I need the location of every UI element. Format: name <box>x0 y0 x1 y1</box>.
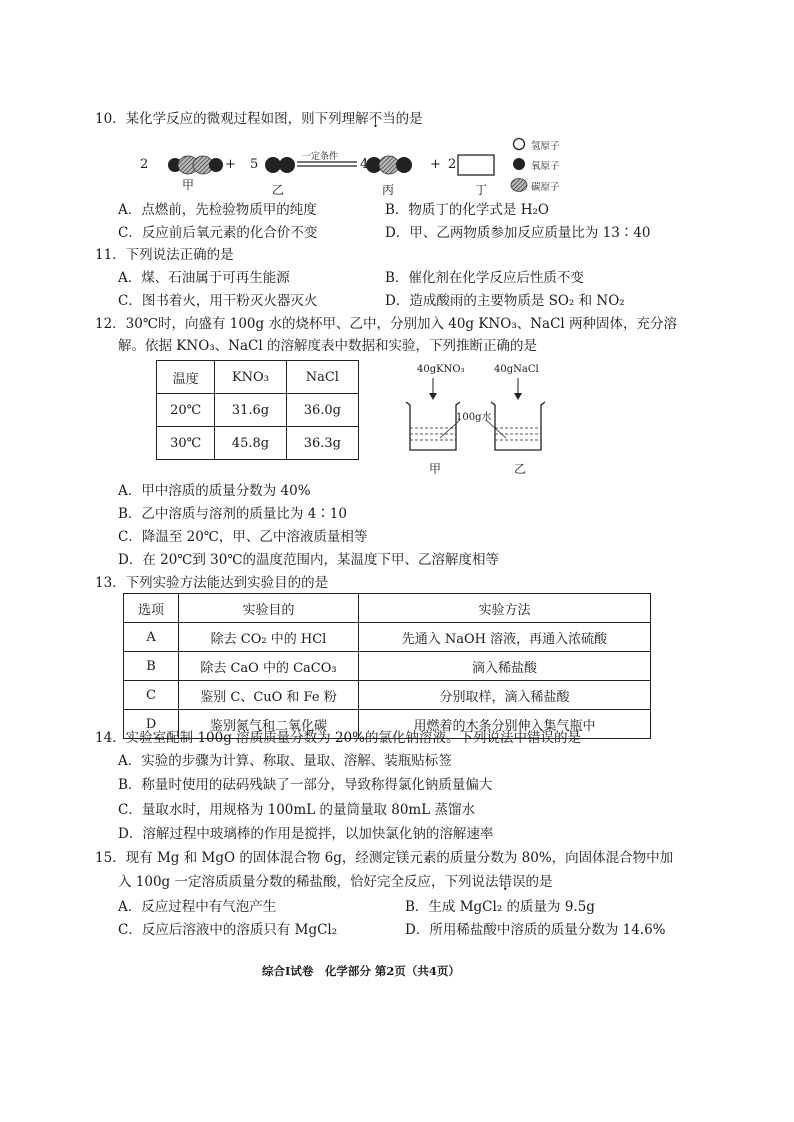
label-jia: 甲 <box>182 178 195 192</box>
q15-option-b: B．生成 MgCl₂ 的质量为 9.5g <box>405 899 595 915</box>
molecule-ding-box <box>458 155 494 175</box>
q11-option-a: A．煤、石油属于可再生能源 <box>118 270 290 286</box>
table-row <box>124 623 651 652</box>
q12-stem-line2: 解。依据 KNO₃、NaCl 的溶解度表中数据和实验，下列推断正确的是 <box>118 338 537 354</box>
table-cell: 滴入稀盐酸 <box>358 652 650 681</box>
coef-1: 2 <box>140 157 149 172</box>
table-header-cell: KNO₃ <box>215 361 286 394</box>
beaker-add-nacl: 40gNaCl <box>494 364 539 375</box>
molecule-bing <box>366 156 412 174</box>
beaker-add-knno3: 40gKNO₃ <box>417 364 465 375</box>
table-cell: B <box>124 652 179 681</box>
legend-symbols <box>511 139 527 192</box>
table-cell: 45.8g <box>215 427 286 460</box>
plus-2: + <box>430 157 441 172</box>
q12-option-d: D．在 20℃到 30℃的温度范围内，某温度下甲、乙溶解度相等 <box>118 552 499 568</box>
table-cell: 除去 CO₂ 中的 HCl <box>179 623 359 652</box>
table-cell: 36.3g <box>286 427 358 460</box>
table-cell: A <box>124 623 179 652</box>
q11-option-c: C．图书着火，用干粉灭火器灭火 <box>118 293 318 309</box>
table-cell: 先通入 NaOH 溶液，再通入浓硫酸 <box>358 623 650 652</box>
coef-4: 2 <box>448 157 457 172</box>
q14-option-d: D．溶解过程中玻璃棒的作用是搅拌，以加快氯化钠的溶解速率 <box>118 826 494 842</box>
table-cell: 30℃ <box>157 427 215 460</box>
table-cell: 鉴别氮气和二氧化碳 <box>179 710 359 739</box>
q12-stem-line1: 12．30℃时，向盛有 100g 水的烧杯甲、乙中，分别加入 40g KNO₃、NaCl 两种固体，充分溶 <box>95 316 678 332</box>
experiment-table-header <box>124 594 651 623</box>
molecule-jia <box>168 156 223 174</box>
q15-stem-text: 入 100g 一定溶质质量分数的稀盐酸，恰好完全反应，下列说法 <box>118 874 499 890</box>
q10-option-b: B．物质丁的化学式是 H₂O <box>385 202 549 218</box>
reaction-arrow <box>297 162 357 166</box>
q15-stem-line2 <box>118 873 553 891</box>
table-cell: 分别取样，滴入稀盐酸 <box>358 681 650 710</box>
q15-option-c: C．反应后溶液中的溶质只有 MgCl₂ <box>118 922 338 938</box>
q11-option-b: B．催化剂在化学反应后性质不变 <box>385 270 584 286</box>
table-header-cell: 温度 <box>157 361 215 394</box>
q12-option-c: C．降温至 20℃，甲、乙中溶液质量相等 <box>118 529 368 545</box>
q15-emphasis: 错 <box>498 874 512 890</box>
table-row <box>124 681 651 710</box>
q15-stem-text-end: 误的是 <box>512 874 553 890</box>
table-header-cell: 实验方法 <box>358 594 650 623</box>
plus-1: + <box>225 157 236 172</box>
q14-stem: 14．实验室配制 100g 溶质质量分数为 20%的氯化钠溶液。下列说法中错误的是 <box>95 730 581 746</box>
q10-option-c: C．反应前后氧元素的化合价不变 <box>118 225 318 241</box>
legend-oxygen: 氧原子 <box>531 161 560 172</box>
label-bing: 丙 <box>382 183 395 197</box>
table-cell: D <box>124 710 179 739</box>
beaker-water-label: 100g水 <box>456 412 492 423</box>
reaction-condition: 一定条件 <box>302 152 339 162</box>
q15-option-a: A．反应过程中有气泡产生 <box>118 899 277 915</box>
table-row <box>157 394 359 427</box>
table-row <box>157 427 359 460</box>
q10-stem <box>95 110 423 128</box>
coef-3: 4 <box>360 157 369 172</box>
q15-option-d: D．所用稀盐酸中溶质的质量分数为 14.6% <box>405 922 666 938</box>
q11-option-d: D．造成酸雨的主要物质是 SO₂ 和 NO₂ <box>385 293 625 309</box>
label-yi: 乙 <box>272 183 285 197</box>
table-cell: C <box>124 681 179 710</box>
q10-stem-text: 10．某化学反应的微观过程如图，则下列理解 <box>95 111 369 127</box>
table-cell: 鉴别 C、CuO 和 Fe 粉 <box>179 681 359 710</box>
table-cell: 用燃着的木条分别伸入集气瓶中 <box>358 710 650 739</box>
q15-stem-line1: 15．现有 Mg 和 MgO 的固体混合物 6g，经测定镁元素的质量分数为 80%，向固体混合物中加 <box>95 850 674 866</box>
q12-option-b: B．乙中溶质与溶剂的质量比为 4∶10 <box>118 506 347 522</box>
legend-carbon: 碳原子 <box>531 182 560 193</box>
q14-option-a: A．实验的步骤为计算、称取、量取、溶解、装瓶贴标签 <box>118 753 452 769</box>
q10-option-d: D．甲、乙两物质参加反应质量比为 13∶40 <box>385 225 651 241</box>
table-row <box>124 652 651 681</box>
q10-emphasis: 不 <box>368 111 383 127</box>
beaker-label-yi: 乙 <box>514 462 527 476</box>
solubility-table-header <box>157 361 359 394</box>
q14-option-b: B．称量时使用的砝码残缺了一部分，导致称得氯化钠质量偏大 <box>118 777 493 793</box>
molecule-yi <box>265 157 295 173</box>
q12-option-a: A．甲中溶质的质量分数为 40% <box>118 483 311 499</box>
legend-hydrogen: 氢原子 <box>531 141 560 152</box>
label-ding: 丁 <box>475 183 488 197</box>
coef-2: 5 <box>250 157 259 172</box>
table-cell: 20℃ <box>157 394 215 427</box>
q10-stem-text-end: 当的是 <box>382 111 423 127</box>
table-cell: 36.0g <box>286 394 358 427</box>
q13-stem: 13．下列实验方法能达到实验目的的是 <box>95 575 329 591</box>
table-header-cell: NaCl <box>286 361 358 394</box>
experiment-table <box>123 593 651 739</box>
q11-stem: 11．下列说法正确的是 <box>95 247 234 263</box>
q14-option-c: C．量取水时，用规格为 100mL 的量筒量取 80mL 蒸馏水 <box>118 802 475 818</box>
table-cell: 除去 CaO 中的 CaCO₃ <box>179 652 359 681</box>
q10-option-a: A．点燃前，先检验物质甲的纯度 <box>118 202 317 218</box>
beaker-label-jia: 甲 <box>429 462 442 476</box>
table-header-cell: 选项 <box>124 594 179 623</box>
table-cell: 31.6g <box>215 394 286 427</box>
solubility-table <box>156 360 359 460</box>
table-header-cell: 实验目的 <box>179 594 359 623</box>
page-footer: 综合Ⅰ试卷 化学部分 第2页（共4页） <box>262 964 460 978</box>
